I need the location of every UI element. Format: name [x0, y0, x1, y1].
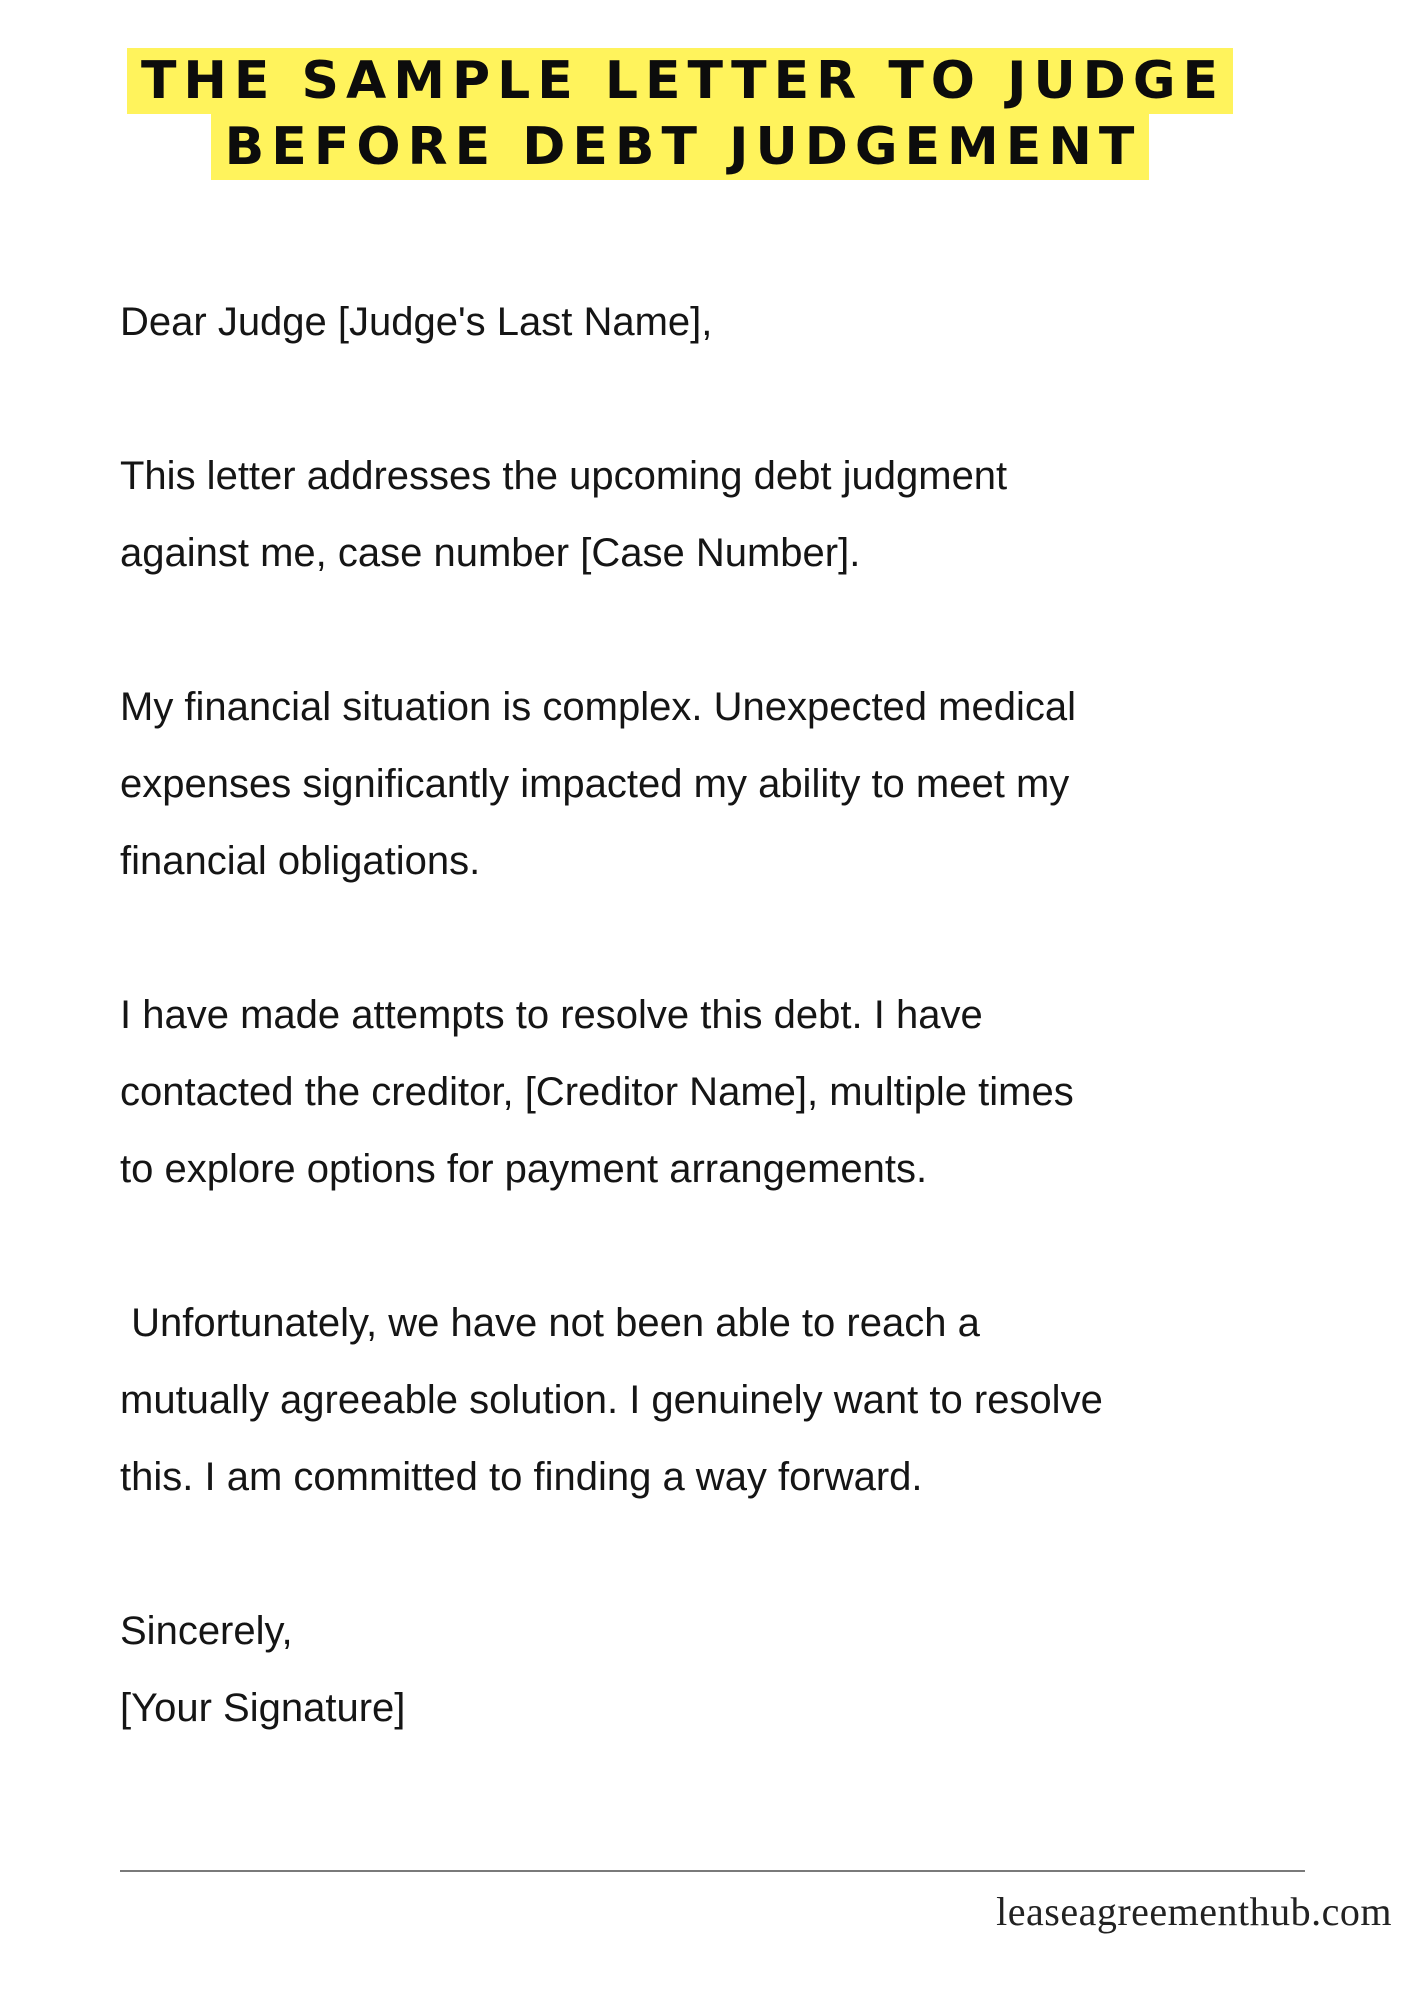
paragraph-spacer [120, 592, 1320, 669]
footer-site-name: leaseagreementhub.com [996, 1889, 1392, 1934]
paragraph-line: to explore options for payment arrangements. [120, 1147, 928, 1191]
paragraph-spacer [120, 900, 1320, 977]
paragraph-2 [120, 669, 1320, 900]
footer-divider [120, 1870, 1305, 1872]
paragraph-line: mutually agreeable solution. I genuinely want to resolve [120, 1378, 1103, 1422]
salutation: Dear Judge [Judge's Last Name], [120, 300, 713, 344]
paragraph-line: this. I am committed to finding a way forward. [120, 1455, 923, 1499]
letter-body [120, 284, 1320, 1747]
paragraph-line: My financial situation is complex. Unexpected medical [120, 685, 1076, 729]
paragraph-spacer [120, 1516, 1320, 1593]
paragraph-line: financial obligations. [120, 839, 481, 883]
document-title [0, 48, 1360, 180]
paragraph-line: contacted the creditor, [Creditor Name], multiple times [120, 1070, 1074, 1114]
signature-placeholder: [Your Signature] [120, 1686, 406, 1730]
paragraph-1 [120, 438, 1320, 592]
paragraph-spacer [120, 361, 1320, 438]
title-line-2: BEFORE DEBT JUDGEMENT [211, 114, 1150, 180]
paragraph-line: I have made attempts to resolve this debt. I have [120, 993, 983, 1037]
paragraph-line: This letter addresses the upcoming debt judgment [120, 454, 1008, 498]
paragraph-line: against me, case number [Case Number]. [120, 531, 861, 575]
paragraph-spacer [120, 1208, 1320, 1285]
closing: Sincerely, [120, 1609, 293, 1653]
paragraph-4 [120, 1285, 1320, 1516]
paragraph-line: expenses significantly impacted my ability to meet my [120, 762, 1070, 806]
paragraph-line: Unfortunately, we have not been able to reach a [120, 1301, 980, 1345]
title-line-1: THE SAMPLE LETTER TO JUDGE [127, 48, 1233, 114]
paragraph-3 [120, 977, 1320, 1208]
